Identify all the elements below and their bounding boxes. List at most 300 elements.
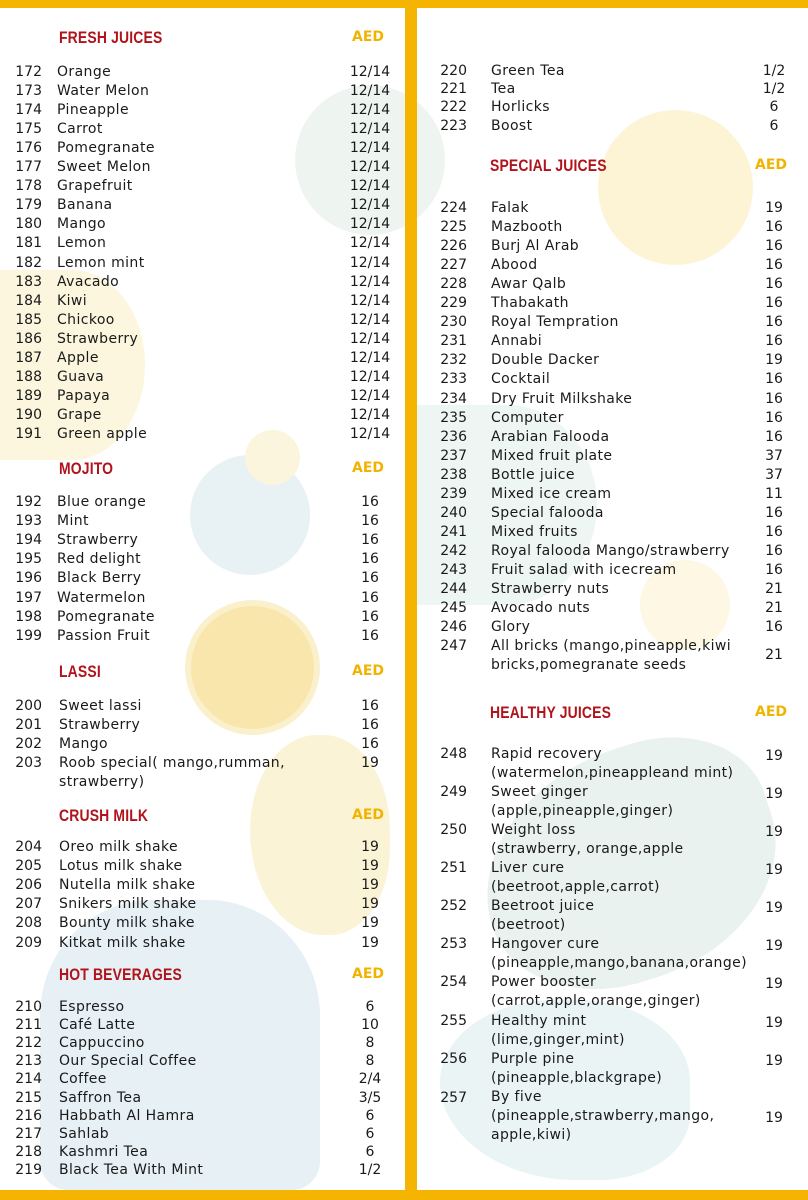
item-price: 12/14: [349, 64, 391, 80]
item-number: 185: [15, 311, 42, 328]
item-number: 186: [15, 330, 42, 347]
item-number: 245: [440, 600, 467, 617]
item-number: 211: [15, 1017, 42, 1034]
item-price: 19: [765, 748, 783, 764]
item-name: Black Berry: [57, 570, 142, 587]
item-name: Purple pine: [491, 1051, 575, 1067]
item-name: Coffee: [59, 1071, 107, 1088]
item-number: 242: [440, 542, 467, 559]
item-price: 1/2: [358, 1161, 382, 1178]
item-name: Carrot: [57, 121, 103, 138]
item-name: Strawberry: [57, 532, 139, 549]
currency-label: AED: [352, 807, 385, 823]
item-name: Bottle juice: [491, 466, 575, 483]
item-name: Dry Fruit Milkshake: [491, 390, 633, 407]
menu-item: [0, 158, 405, 177]
item-name: Kiwi: [57, 292, 88, 309]
menu-item: [0, 139, 405, 158]
item-price: 19: [361, 858, 379, 875]
item-price: 16: [765, 295, 783, 312]
item-name: Strawberry nuts: [491, 581, 610, 597]
item-price: 16: [765, 428, 783, 445]
item-price: 16: [765, 561, 783, 578]
item-name: Burj Al Arab: [491, 238, 580, 255]
menu-item: [0, 876, 405, 895]
currency-label: AED: [755, 157, 788, 173]
item-number: 235: [440, 409, 467, 426]
menu-column-right: [417, 0, 808, 1190]
item-number: 224: [440, 200, 467, 216]
menu-item: [417, 485, 808, 504]
item-number: 193: [15, 513, 42, 530]
menu-item: [0, 569, 405, 588]
item-name: Blue orange: [57, 494, 147, 510]
currency-label: AED: [352, 29, 385, 45]
item-description: (beetroot,apple,carrot): [491, 879, 660, 895]
item-price: 6: [769, 117, 779, 134]
menu-item: [0, 330, 405, 349]
item-price: 16: [361, 698, 379, 714]
menu-item: [0, 1052, 405, 1071]
item-name: Café Latte: [59, 1017, 136, 1034]
item-number: 209: [15, 934, 42, 951]
item-name: Pomegranate: [57, 608, 155, 625]
item-price: 19: [765, 1110, 783, 1126]
item-price: 11: [765, 485, 783, 502]
item-name: Strawberry: [57, 330, 139, 347]
menu-item: [417, 637, 808, 664]
item-price: 19: [765, 1015, 783, 1031]
item-number: 228: [440, 276, 467, 293]
currency-label: AED: [352, 460, 385, 476]
item-number: 192: [15, 494, 42, 510]
menu-item: [0, 82, 405, 101]
item-description: (beetroot): [491, 917, 566, 933]
item-price: 6: [365, 1125, 375, 1142]
item-number: 252: [440, 898, 467, 914]
item-number: 187: [15, 349, 42, 366]
item-number: 237: [440, 447, 467, 464]
item-price: 16: [361, 513, 379, 530]
menu-item: [417, 973, 808, 992]
menu-item: [417, 897, 808, 916]
item-name: Papaya: [57, 387, 111, 404]
menu-item: [0, 1016, 405, 1035]
section-title: LASSI: [59, 662, 101, 681]
item-name: Our Special Coffee: [59, 1053, 197, 1070]
item-price: 6: [365, 999, 375, 1015]
item-number: 198: [15, 608, 42, 625]
item-name: Weight loss: [491, 822, 576, 838]
item-number: 225: [440, 219, 467, 236]
item-number: 184: [15, 292, 42, 309]
menu-item: [417, 821, 808, 840]
item-name: Kashmri Tea: [59, 1143, 149, 1160]
item-name: Abood: [491, 257, 538, 274]
item-number: 196: [15, 570, 42, 587]
item-number: 214: [15, 1071, 42, 1088]
item-name: Double Dacker: [491, 352, 600, 369]
item-name: Annabi: [491, 333, 543, 350]
item-name: By five: [491, 1089, 542, 1105]
item-name: Watermelon: [57, 589, 146, 606]
item-number: 189: [15, 387, 42, 404]
item-name: Mango: [57, 216, 106, 233]
item-name: Royal falooda Mango/strawberry: [491, 542, 730, 559]
item-number: 175: [15, 121, 42, 138]
item-name: Habbath Al Hamra: [59, 1107, 195, 1124]
item-number: 227: [440, 257, 467, 274]
item-description: bricks,pomegranate seeds: [491, 657, 687, 674]
item-name: Oreo milk shake: [59, 839, 179, 855]
item-description: (lime,ginger,mint): [491, 1032, 625, 1048]
item-name: Rapid recovery: [491, 746, 602, 762]
menu-item: [417, 542, 808, 561]
item-name: Awar Qalb: [491, 276, 567, 293]
item-name: Lemon mint: [57, 254, 145, 271]
menu-item: [0, 838, 405, 857]
item-price: 16: [765, 219, 783, 236]
item-price: 12/14: [349, 387, 391, 404]
item-number: 208: [15, 915, 42, 932]
item-number: 239: [440, 485, 467, 502]
menu-item: [0, 292, 405, 311]
item-name: Special falooda: [491, 504, 604, 521]
menu-item: [417, 1050, 808, 1069]
menu-item: [417, 218, 808, 237]
menu-item: [417, 237, 808, 256]
item-price: 19: [361, 755, 379, 772]
item-price: 19: [765, 1053, 783, 1069]
menu-item: [0, 177, 405, 196]
menu-item: [417, 618, 808, 637]
item-number: 244: [440, 581, 467, 597]
item-number: 195: [15, 551, 42, 568]
item-name: Green apple: [57, 425, 148, 442]
item-price: 16: [361, 532, 379, 549]
menu-column-left: [0, 0, 405, 1190]
menu-item: [417, 561, 808, 580]
item-number: 203: [15, 755, 42, 772]
item-number: 207: [15, 896, 42, 913]
item-price: 16: [765, 314, 783, 331]
menu-item: [0, 512, 405, 531]
menu-item: [417, 62, 808, 81]
menu-item: [417, 313, 808, 332]
item-name: Computer: [491, 409, 564, 426]
menu-item: [417, 98, 808, 117]
item-name: Boost: [491, 117, 533, 134]
item-number: 248: [440, 746, 467, 762]
menu-item: [417, 370, 808, 389]
item-number: 178: [15, 178, 42, 195]
menu-item: [417, 294, 808, 313]
menu-item: [417, 504, 808, 523]
item-price: 19: [765, 938, 783, 954]
item-name: Green Tea: [491, 63, 565, 79]
item-price: 16: [361, 589, 379, 606]
item-number: 250: [440, 822, 467, 838]
frame-bottom: [0, 1190, 808, 1200]
menu-item: [0, 998, 405, 1017]
item-number: 182: [15, 254, 42, 271]
menu-item: [417, 80, 808, 99]
item-price: 8: [365, 1035, 375, 1052]
item-price: 16: [765, 523, 783, 540]
item-name: Mixed ice cream: [491, 485, 612, 502]
item-price: 19: [361, 915, 379, 932]
item-number: 229: [440, 295, 467, 312]
item-number: 199: [15, 627, 42, 644]
item-number: 247: [440, 638, 467, 655]
item-number: 231: [440, 333, 467, 350]
item-number: 257: [440, 1090, 467, 1106]
menu-item: [0, 196, 405, 215]
item-number: 191: [15, 425, 42, 442]
item-number: 180: [15, 216, 42, 233]
item-price: 16: [765, 619, 783, 636]
item-price: 12/14: [349, 273, 391, 290]
menu-item: [0, 425, 405, 444]
item-price: 19: [765, 786, 783, 802]
item-number: 174: [15, 102, 42, 119]
item-number: 253: [440, 936, 467, 952]
item-price: 16: [765, 371, 783, 388]
item-price: 10: [361, 1017, 379, 1034]
item-name: Hangover cure: [491, 936, 600, 952]
item-name: Fruit salad with icecream: [491, 561, 677, 578]
item-number: 215: [15, 1089, 42, 1106]
item-price: 12/14: [349, 349, 391, 366]
item-price: 19: [765, 862, 783, 878]
item-price: 12/14: [349, 216, 391, 233]
item-number: 232: [440, 352, 467, 369]
item-name: Arabian Falooda: [491, 428, 610, 445]
item-price: 21: [765, 581, 783, 597]
item-name: Sweet Melon: [57, 159, 151, 176]
menu-item: [417, 351, 808, 370]
item-name: Apple: [57, 349, 99, 366]
item-price: 12/14: [349, 425, 391, 442]
item-number: 243: [440, 561, 467, 578]
menu-item: [0, 406, 405, 425]
item-price: 16: [361, 717, 379, 734]
item-name: Mint: [57, 513, 89, 530]
item-price: 2/4: [358, 1071, 382, 1088]
item-name: Mango: [59, 736, 108, 753]
item-price: 16: [361, 570, 379, 587]
menu-item: [0, 311, 405, 330]
item-price: 12/14: [349, 102, 391, 119]
currency-label: AED: [352, 966, 385, 982]
item-number: 240: [440, 504, 467, 521]
item-number: 176: [15, 140, 42, 157]
item-number: 197: [15, 589, 42, 606]
section-title: SPECIAL JUICES: [490, 156, 607, 175]
menu-item: [0, 1034, 405, 1053]
item-number: 188: [15, 368, 42, 385]
item-description: (pineapple,blackgrape): [491, 1070, 663, 1086]
menu-item: [417, 390, 808, 409]
item-price: 19: [765, 900, 783, 916]
menu-item: [0, 1143, 405, 1162]
item-number: 201: [15, 717, 42, 734]
item-name: Tea: [491, 81, 516, 98]
item-description: (pineapple,strawberry,mango,: [491, 1108, 715, 1124]
menu-item: [0, 895, 405, 914]
item-number: 222: [440, 99, 467, 116]
item-price: 19: [361, 877, 379, 894]
item-name: Beetroot juice: [491, 898, 595, 914]
section-title: CRUSH MILK: [59, 806, 149, 825]
menu-item: [0, 120, 405, 139]
item-number: 255: [440, 1013, 467, 1029]
item-price: 12/14: [349, 197, 391, 214]
item-name: Mazbooth: [491, 219, 563, 236]
menu-item: [0, 735, 405, 754]
menu-item: [0, 387, 405, 406]
item-name: Cappuccino: [59, 1035, 145, 1052]
item-name: Snikers milk shake: [59, 896, 197, 913]
item-price: 19: [361, 934, 379, 951]
item-price: 16: [765, 257, 783, 274]
item-name: Royal Tempration: [491, 314, 619, 331]
item-name: Kitkat milk shake: [59, 934, 186, 951]
item-number: 181: [15, 235, 42, 252]
menu-item: [0, 754, 405, 773]
item-name: Horlicks: [491, 99, 550, 116]
item-name: Orange: [57, 64, 112, 80]
menu-item: [417, 859, 808, 878]
item-price: 16: [765, 276, 783, 293]
currency-label: AED: [352, 663, 385, 679]
item-name: Falak: [491, 200, 529, 216]
item-number: 202: [15, 736, 42, 753]
item-number: 254: [440, 974, 467, 990]
menu-item: [0, 531, 405, 550]
item-number: 233: [440, 371, 467, 388]
item-price: 19: [765, 976, 783, 992]
item-number: 190: [15, 406, 42, 423]
menu-item: [417, 745, 808, 764]
menu-item: [0, 234, 405, 253]
item-number: 234: [440, 390, 467, 407]
item-price: 12/14: [349, 292, 391, 309]
item-number: 200: [15, 698, 42, 714]
menu-item: [417, 117, 808, 136]
menu-item: [0, 716, 405, 735]
item-name: Mixed fruit plate: [491, 447, 613, 464]
section-title: MOJITO: [59, 459, 114, 478]
item-number: 256: [440, 1051, 467, 1067]
item-number: 221: [440, 81, 467, 98]
item-price: 8: [365, 1053, 375, 1070]
menu-item: [0, 550, 405, 569]
item-name: Grape: [57, 406, 102, 423]
item-price: 12/14: [349, 121, 391, 138]
item-number: 212: [15, 1035, 42, 1052]
section-title: FRESH JUICES: [59, 28, 163, 47]
menu-item: [417, 409, 808, 428]
menu-item: [0, 1089, 405, 1108]
item-name: Lemon: [57, 235, 107, 252]
item-number: 183: [15, 273, 42, 290]
menu-item: [0, 589, 405, 608]
item-number: 220: [440, 63, 467, 79]
item-price: 37: [765, 466, 783, 483]
item-price: 16: [361, 551, 379, 568]
item-name: Espresso: [59, 999, 125, 1015]
item-number: 179: [15, 197, 42, 214]
item-price: 16: [361, 608, 379, 625]
item-number: 230: [440, 314, 467, 331]
menu-item: [0, 254, 405, 273]
menu-item: [0, 1161, 405, 1180]
menu-item: [417, 275, 808, 294]
section-title: HOT BEVERAGES: [59, 965, 182, 984]
item-price: 6: [365, 1143, 375, 1160]
menu-item: [417, 447, 808, 466]
item-name: Glory: [491, 619, 531, 636]
menu-item: [0, 857, 405, 876]
item-number: 236: [440, 428, 467, 445]
menu-item: [417, 935, 808, 954]
item-price: 19: [765, 352, 783, 369]
item-price: 12/14: [349, 311, 391, 328]
item-price: 16: [765, 333, 783, 350]
currency-label: AED: [755, 704, 788, 720]
item-price: 21: [765, 600, 783, 617]
item-description: (strawberry, orange,apple: [491, 841, 684, 857]
item-description: (watermelon,pineappleand mint): [491, 765, 734, 781]
item-price: 1/2: [762, 63, 786, 79]
item-number: 205: [15, 858, 42, 875]
menu-item: [417, 466, 808, 485]
item-name: Guava: [57, 368, 105, 385]
item-price: 19: [765, 200, 783, 216]
item-number: 217: [15, 1125, 42, 1142]
item-price: 16: [765, 390, 783, 407]
item-price: 19: [361, 896, 379, 913]
item-name: Water Melon: [57, 83, 150, 100]
item-name: Power booster: [491, 974, 597, 990]
item-price: 21: [765, 647, 783, 664]
menu-item: [0, 608, 405, 627]
menu-item: [417, 783, 808, 802]
item-price: 16: [765, 504, 783, 521]
item-name: Banana: [57, 197, 113, 214]
menu-item: [417, 332, 808, 351]
item-price: 16: [361, 494, 379, 510]
item-number: 226: [440, 238, 467, 255]
item-price: 3/5: [358, 1089, 382, 1106]
item-number: 210: [15, 999, 42, 1015]
item-name: Red delight: [57, 551, 141, 568]
item-number: 219: [15, 1161, 42, 1178]
item-name: Sweet lassi: [59, 698, 142, 714]
item-number: 241: [440, 523, 467, 540]
menu-item: [0, 215, 405, 234]
item-name: Grapefruit: [57, 178, 133, 195]
item-number: 223: [440, 117, 467, 134]
item-price: 12/14: [349, 254, 391, 271]
item-name: Avacado: [57, 273, 120, 290]
item-name: Chickoo: [57, 311, 115, 328]
item-description: (carrot,apple,orange,ginger): [491, 993, 701, 1009]
item-price: 12/14: [349, 368, 391, 385]
frame-divider: [405, 0, 417, 1200]
menu-item: [417, 599, 808, 618]
